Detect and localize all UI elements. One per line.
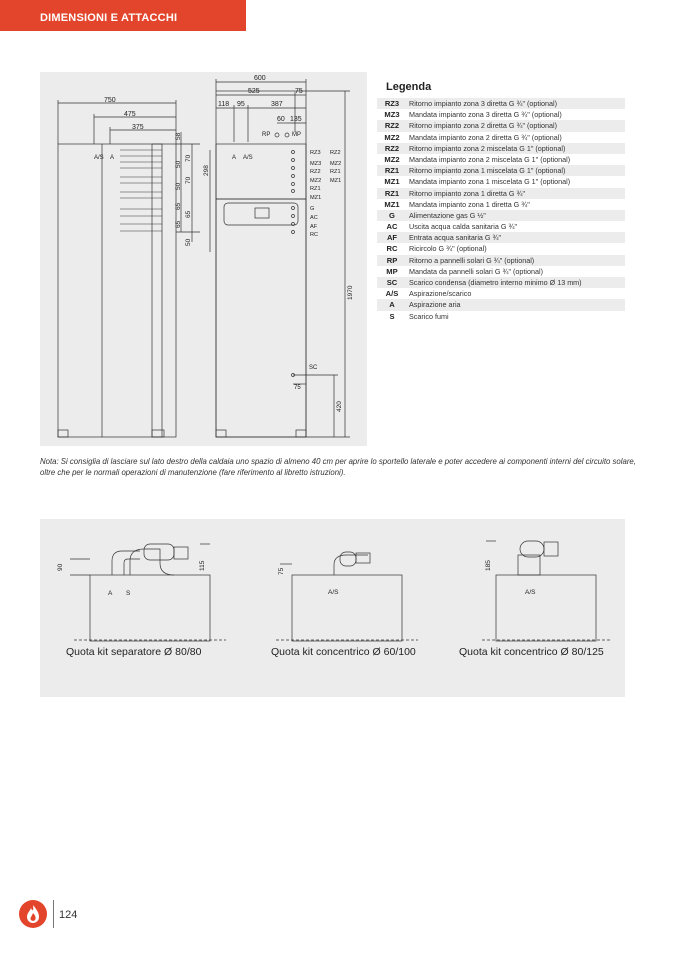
dim-298: 298 bbox=[203, 165, 210, 176]
legend-description: Ritorno impianto zona 1 miscelata G 1" (optional) bbox=[409, 166, 566, 176]
legend-row bbox=[377, 243, 625, 254]
footer-separator bbox=[53, 900, 54, 928]
dim-750: 750 bbox=[104, 97, 116, 104]
front-label-ac: AC bbox=[310, 215, 318, 221]
kit3-pipe bbox=[518, 555, 540, 575]
legend-description: Mandata impianto zona 2 diretta G ¾" (optional) bbox=[409, 132, 562, 142]
kit1-tag-a: A bbox=[108, 590, 113, 597]
front-label-rz1-b: RZ1 bbox=[330, 169, 341, 175]
legend-description: Ritorno impianto zona 3 diretta G ¾" (optional) bbox=[409, 99, 557, 108]
kit3-unit bbox=[496, 575, 596, 641]
legend-code: MZ3 bbox=[384, 110, 400, 120]
section-header bbox=[0, 0, 246, 31]
legend-row bbox=[377, 154, 625, 165]
legend-row bbox=[377, 120, 625, 131]
legend-code: S bbox=[389, 311, 395, 321]
legend-row bbox=[377, 311, 625, 322]
dim-58: 58 bbox=[175, 132, 182, 140]
dim-50-c: 50 bbox=[185, 238, 192, 246]
kit-label-concentrico-80: Quota kit concentrico Ø 80/125 bbox=[459, 646, 604, 658]
dim-475: 475 bbox=[124, 111, 136, 118]
kit1-tag-s: S bbox=[126, 590, 131, 597]
legend-description: Scarico condensa (diametro interno minimo Ø 13 mm) bbox=[409, 278, 582, 287]
dim-75-top: 75 bbox=[295, 88, 303, 95]
legend-row bbox=[377, 165, 625, 176]
legend-row bbox=[377, 255, 625, 266]
flame-icon bbox=[19, 900, 47, 928]
dim-387: 387 bbox=[271, 101, 283, 108]
front-label-rz1: RZ1 bbox=[310, 186, 321, 192]
legend-code: MZ2 bbox=[384, 132, 400, 142]
legend-code: RZ1 bbox=[384, 188, 400, 198]
legend-description: Aspirazione/scarico bbox=[409, 289, 472, 299]
legend bbox=[377, 80, 625, 322]
legend-row bbox=[377, 199, 625, 210]
legend-code: AF bbox=[386, 233, 398, 243]
dim-420: 420 bbox=[336, 401, 343, 412]
legend-code: MP bbox=[386, 266, 398, 276]
legend-code: RC bbox=[386, 244, 398, 254]
dim-600: 600 bbox=[254, 75, 266, 82]
legend-description: Uscita acqua calda sanitaria G ¾" bbox=[409, 222, 518, 232]
legend-code: MZ1 bbox=[384, 177, 400, 187]
kit2-dim-75: 75 bbox=[278, 567, 285, 575]
front-label-g: G bbox=[310, 206, 315, 212]
legend-code: MZ1 bbox=[384, 199, 400, 209]
page-number: 124 bbox=[59, 909, 78, 921]
kit2-pipe bbox=[334, 555, 368, 575]
legend-description: Mandata impianto zona 1 miscelata G 1" (optional) bbox=[409, 177, 571, 187]
dim-50-b: 50 bbox=[175, 182, 182, 190]
legend-code: SC bbox=[386, 278, 398, 287]
dim-375: 375 bbox=[132, 124, 144, 131]
legend-description: Ritorno impianto zona 2 miscelata G 1" (optional) bbox=[409, 143, 566, 153]
legend-code: A bbox=[389, 300, 395, 310]
legend-row bbox=[377, 232, 625, 243]
legend-description: Ritorno a pannelli solari G ¾" (optional) bbox=[409, 255, 535, 265]
dim-1970: 1970 bbox=[347, 285, 354, 300]
legend-list bbox=[377, 98, 625, 322]
legend-description: Entrata acqua sanitaria G ¾" bbox=[409, 233, 502, 243]
front-label-rc: RC bbox=[310, 232, 319, 238]
dim-65-c: 65 bbox=[175, 220, 182, 228]
legend-description: Ritorno impianto zona 1 diretta G ¾" bbox=[409, 188, 526, 198]
kit3-dim-185: 185 bbox=[485, 560, 492, 571]
legend-description: Mandata da pannelli solari G ¾" (optional) bbox=[409, 266, 544, 276]
dim-75-bottom: 75 bbox=[294, 385, 301, 391]
legend-description: Mandata impianto zona 2 miscelata G 1" (optional) bbox=[409, 154, 571, 164]
front-label-mz2-b: MZ2 bbox=[330, 161, 342, 167]
legend-row bbox=[377, 277, 625, 288]
label-sc: SC bbox=[309, 365, 318, 371]
section-title: DIMENSIONI E ATTACCHI bbox=[40, 12, 178, 24]
dim-135: 135 bbox=[290, 116, 302, 123]
kit3-tag-as: A/S bbox=[525, 589, 536, 596]
legend-description: Ritorno impianto zona 2 diretta G ¾" (optional) bbox=[409, 121, 557, 131]
flue-kits-panel bbox=[40, 519, 625, 697]
flue-kits-drawing bbox=[40, 519, 625, 697]
label-rp: RP bbox=[262, 132, 271, 138]
kit2-unit bbox=[292, 575, 402, 641]
legend-row bbox=[377, 299, 625, 310]
label-a-front: A bbox=[232, 155, 237, 161]
label-a-side: A bbox=[110, 155, 115, 161]
legend-description: Mandata impianto zona 3 diretta G ¾" (optional) bbox=[409, 110, 562, 120]
legend-title: Legenda bbox=[386, 81, 432, 93]
kit1-dim-115: 115 bbox=[199, 560, 206, 571]
legend-row bbox=[377, 221, 625, 232]
kit1-dim-90: 90 bbox=[57, 563, 64, 571]
kit1-pipe-s bbox=[130, 549, 174, 575]
dim-70-a: 70 bbox=[185, 154, 192, 162]
legend-row bbox=[377, 188, 625, 199]
legend-code: A/S bbox=[385, 289, 399, 299]
kit1-pipe-a bbox=[112, 551, 140, 575]
side-view-body bbox=[58, 144, 176, 437]
legend-row bbox=[377, 288, 625, 299]
label-as-side: A/S bbox=[94, 155, 104, 161]
legend-row bbox=[377, 143, 625, 154]
front-label-mz1-b: MZ1 bbox=[330, 178, 342, 184]
dim-525: 525 bbox=[248, 88, 260, 95]
legend-description: Ricircolo G ¾" (optional) bbox=[409, 244, 487, 254]
legend-code: AC bbox=[386, 222, 398, 232]
dim-118: 118 bbox=[218, 101, 230, 108]
legend-description: Alimentazione gas G ½" bbox=[409, 210, 486, 220]
legend-row bbox=[377, 109, 625, 120]
legend-row bbox=[377, 210, 625, 221]
dim-60: 60 bbox=[277, 116, 285, 123]
front-label-mz2: MZ2 bbox=[310, 178, 322, 184]
legend-code: RZ2 bbox=[384, 121, 400, 131]
legend-code: RP bbox=[386, 255, 398, 265]
legend-row bbox=[377, 266, 625, 277]
dim-65-a: 65 bbox=[175, 202, 182, 210]
front-label-mz1: MZ1 bbox=[310, 195, 322, 201]
legend-row bbox=[377, 176, 625, 187]
label-as-front: A/S bbox=[243, 155, 253, 161]
dim-65-b: 65 bbox=[185, 210, 192, 218]
front-view-body bbox=[216, 91, 306, 437]
kit-label-concentrico-60: Quota kit concentrico Ø 60/100 bbox=[271, 646, 416, 658]
legend-code: RZ3 bbox=[384, 99, 400, 108]
legend-row bbox=[377, 132, 625, 143]
dim-70-b: 70 bbox=[185, 176, 192, 184]
dimensions-drawing-panel bbox=[40, 72, 367, 446]
front-label-mz3: MZ3 bbox=[310, 161, 322, 167]
front-label-rz2-b: RZ2 bbox=[330, 150, 341, 156]
legend-code: RZ1 bbox=[384, 166, 400, 176]
front-label-rz3: RZ3 bbox=[310, 150, 321, 156]
legend-code: RZ2 bbox=[384, 143, 400, 153]
dim-50-a: 50 bbox=[175, 160, 182, 168]
label-mp: MP bbox=[292, 132, 301, 138]
brand-flame-logo bbox=[19, 900, 47, 928]
front-label-rz2: RZ2 bbox=[310, 169, 321, 175]
legend-description: Scarico fumi bbox=[409, 311, 449, 321]
legend-code: G bbox=[389, 210, 395, 220]
legend-description: Aspirazione aria bbox=[409, 300, 461, 310]
kit-label-separatore: Quota kit separatore Ø 80/80 bbox=[66, 646, 202, 658]
dimensions-drawing bbox=[40, 72, 367, 446]
front-label-af: AF bbox=[310, 224, 318, 230]
kit1-unit bbox=[90, 575, 210, 641]
dim-95: 95 bbox=[237, 101, 245, 108]
kit2-tag-as: A/S bbox=[328, 589, 339, 596]
legend-description: Mandata impianto zona 1 diretta G ¾" bbox=[409, 199, 530, 209]
legend-row bbox=[377, 98, 625, 109]
note-text: Nota: Si consiglia di lasciare sul lato destro della caldaia uno spazio di almeno 40 cm per aprire lo sportello laterale e poter accedere ai componenti interni del circuito solare, oltre che per le normali operazioni di manutenzione (fare riferimento al libretto istruzioni). bbox=[40, 457, 636, 477]
legend-code: MZ2 bbox=[384, 154, 400, 164]
